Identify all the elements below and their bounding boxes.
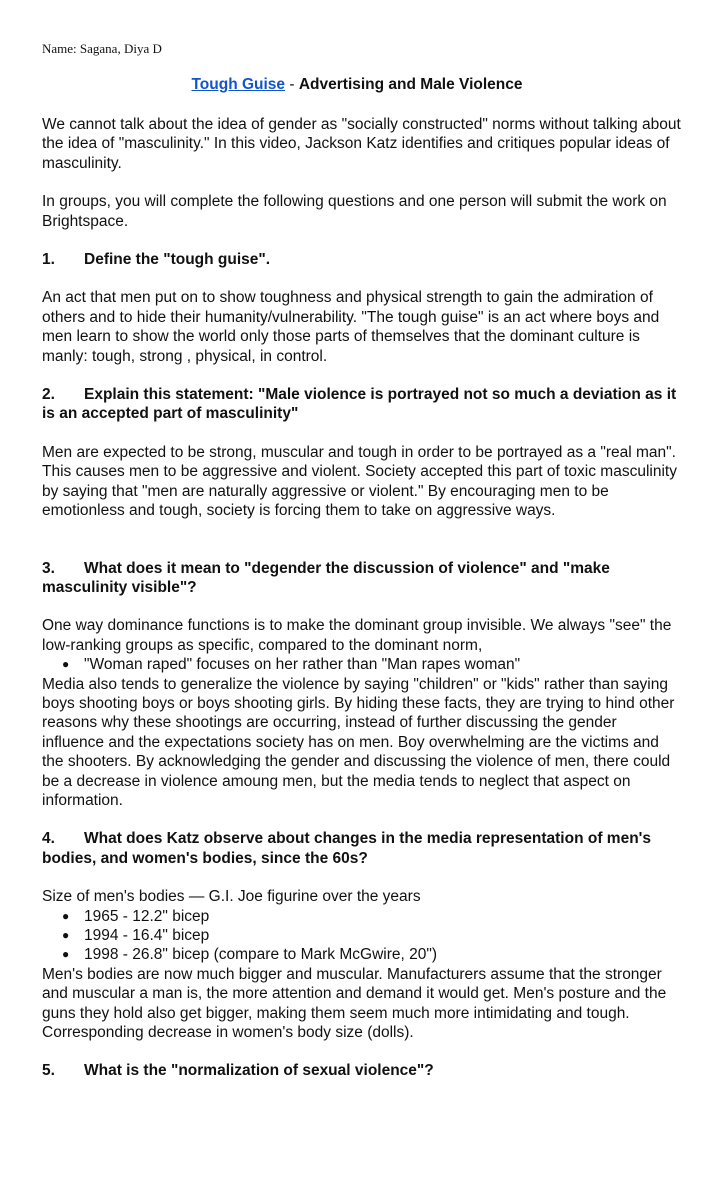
question-5 [42,1061,682,1080]
answer-3-intro: One way dominance functions is to make the dominant group invisible. We always "see" the low-ranking groups as specific, compared to the dominant norm, [42,617,672,654]
list-item: ● 1994 - 16.4" bicep [42,926,682,945]
instructions-paragraph: In groups, you will complete the following questions and one person will submit the work on Brightspace. [42,193,667,230]
question-text: Define the "tough guise". [84,251,271,269]
question-text: Explain this statement: "Male violence is portrayed not so much a deviation as it is an accepted part of masculinity" [42,386,677,423]
intro-paragraph: We cannot talk about the idea of gender as "socially constructed" norms without talking about the idea of "masculinity." In this video, Jackson Katz identifies and critiques popular ideas of masculinity. [42,116,681,172]
question-number: 5. [42,1062,55,1080]
answer-4-body: Men's bodies are now much bigger and muscular. Manufacturers assume that the stronger and muscular a man is, the more attention and demand it would get. Men's posture and the guns they hold also get bigger, making them seem much more intimidating and tough. Corresponding decrease in women's body size (dolls). [42,965,667,1042]
question-text: What does it mean to "degender the discussion of violence" and "make masculinity visible"? [42,559,610,596]
answer-1: An act that men put on to show toughness and physical strength to gain the admiration of others and to hide their humanity/vulnerability. "The tough guise" is an act where boys and men learn to show the world only those parts of themselves that the dominant culture is manly: tough, strong , physical, in control. [42,289,660,365]
title-link[interactable]: Tough Guise [191,76,286,93]
document-title [0,76,714,94]
document-body [42,115,682,1081]
answer-2: Men are expected to be strong, muscular and tough in order to be portrayed as a "real man". This causes men to be aggressive and violent. Society accepted this part of toxic masculinity by saying that "men are naturally aggressive or violent." By encouraging men to be emotionless and tough, society is forcing them to take on aggressive ways. [42,443,677,520]
question-2 [42,385,682,424]
question-text: What does Katz observe about changes in the media representation of men's bodies, and women's bodies, since the 60s? [42,830,651,867]
question-number: 1. [42,251,55,269]
student-name: Name: Sagana, Diya D [42,41,162,56]
title-separator: - [285,76,299,93]
answer-4-bullets [42,907,682,965]
title-subtitle: Advertising and Male Violence [298,76,523,93]
question-4 [42,829,682,868]
question-1 [42,250,682,269]
list-item: ● 1998 - 26.8" bicep (compare to Mark McGwire, 20") [42,945,682,964]
question-number: 2. [42,386,55,404]
question-number: 3. [42,559,55,577]
answer-3-body: Media also tends to generalize the violence by saying "children" or "kids" rather than saying boys shooting boys or boys shooting girls. By hiding these facts, they are trying to hind other reasons why these shootings are occurring, instead of further discussing the gender influence and the expectations society has on men. Boy overwhelming are the victims and the shooters. By acknowledging the gender and discussing the violence of men, there could be a decrease in violence amoung men, but the media tends to neglect that aspect on information. [42,675,675,809]
list-item: ● 1965 - 12.2" bicep [42,907,682,926]
question-3 [42,559,682,598]
answer-3-bullets [42,655,682,674]
question-number: 4. [42,830,55,848]
answer-4-intro: Size of men's bodies — G.I. Joe figurine over the years [42,888,421,906]
list-item: ● "Woman raped" focuses on her rather than "Man rapes woman" [42,655,682,674]
question-text: What is the "normalization of sexual violence"? [84,1062,434,1080]
